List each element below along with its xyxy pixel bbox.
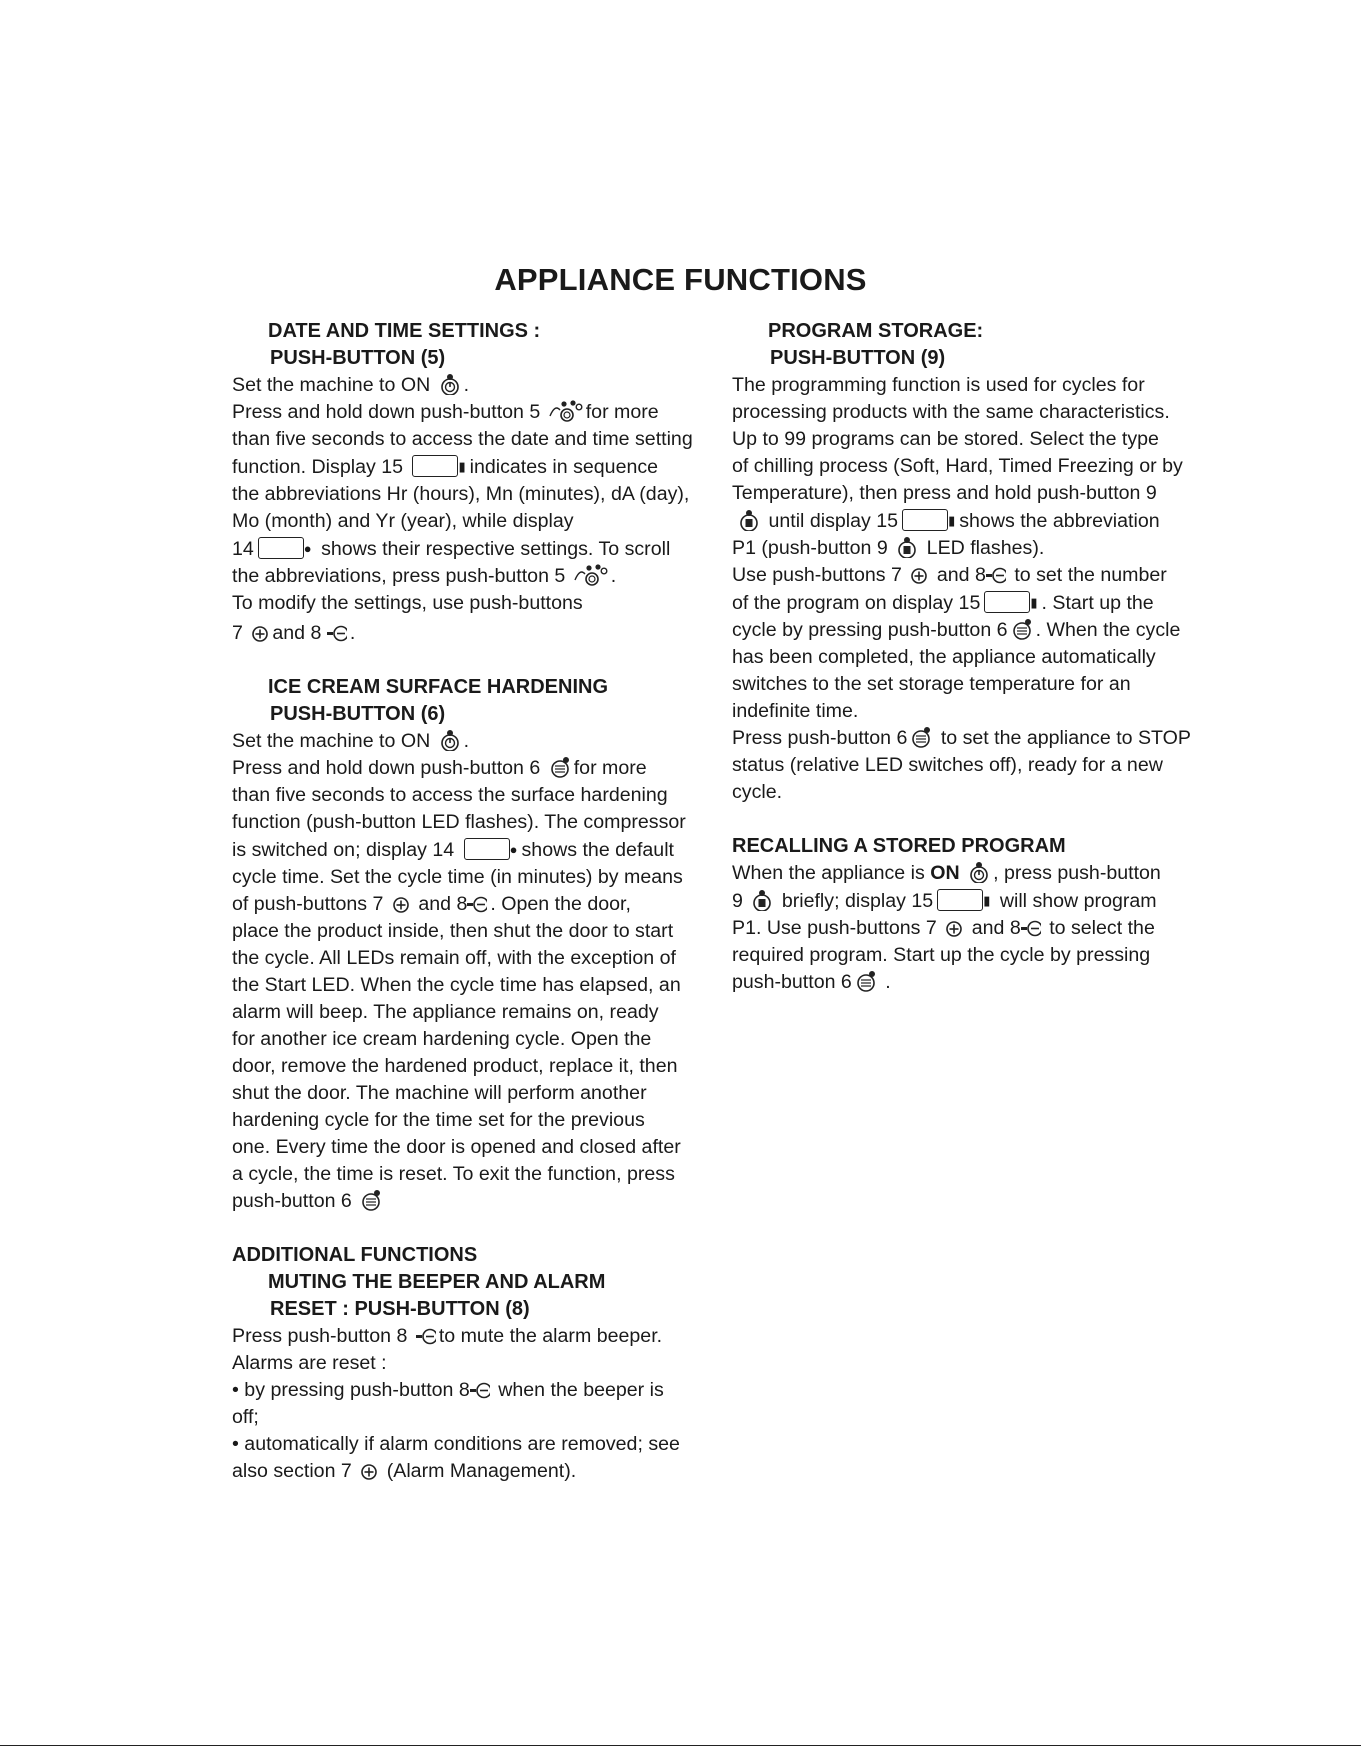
- text-line: than five seconds to access the surface hardening: [232, 784, 668, 806]
- text-line: Alarms are reset :: [232, 1352, 387, 1374]
- text-line: door, remove the hardened product, replace it, then: [232, 1055, 678, 1077]
- hardening-cycle-icon: [855, 970, 877, 992]
- additional-heading: ADDITIONAL FUNCTIONS: [232, 1244, 478, 1266]
- text-line: a cycle, the time is reset. To exit the function, press: [232, 1163, 675, 1185]
- thermometer-icon: ▮: [948, 513, 956, 528]
- minus-circle-icon: [467, 895, 487, 914]
- plus-circle-icon: [945, 920, 963, 938]
- text-line: off;: [232, 1406, 259, 1428]
- text-line: the abbreviations Hr (hours), Mn (minutes), dA (day),: [232, 483, 690, 505]
- text-line: also section 7 (Alarm Management).: [232, 1460, 577, 1482]
- text-line: The programming function is used for cycles for: [732, 374, 1145, 396]
- plus-circle-icon: [392, 896, 410, 914]
- left-column: [232, 318, 712, 1485]
- text-line: push-button 6: [232, 1188, 712, 1215]
- minus-circle-icon: [986, 566, 1006, 585]
- hardening-section: [232, 674, 712, 1215]
- text-line: has been completed, the appliance automatically: [732, 646, 1156, 668]
- display-rectangle-icon: [902, 509, 948, 531]
- display-rectangle-icon: [984, 591, 1030, 613]
- minus-circle-icon: [416, 1327, 436, 1346]
- minus-circle-icon: [1021, 919, 1041, 938]
- clock-curve-icon: [549, 400, 583, 422]
- text-line: function. Display 15 ▮ indicates in sequence: [232, 453, 712, 481]
- text-line: cycle.: [732, 781, 783, 803]
- text-line: Set the machine to ON .: [232, 374, 470, 396]
- text-line: 9 briefly; display 15 ▮ will show program: [732, 887, 1222, 915]
- power-button-icon: [968, 861, 990, 883]
- text-line: the abbreviations, press push-button 5 .: [232, 565, 617, 587]
- thermometer-icon: ▮: [1030, 595, 1038, 610]
- program-storage-icon: [751, 889, 773, 911]
- hardening-cycle-icon: [1011, 618, 1033, 640]
- text-line: Press and hold down push-button 5 for more: [232, 401, 659, 423]
- text-line: P1 (push-button 9 LED flashes).: [732, 537, 1045, 559]
- text-line: Set the machine to ON .: [232, 730, 470, 752]
- program-storage-subheading: PUSH-BUTTON (9): [770, 347, 946, 369]
- text-line: of chilling process (Soft, Hard, Timed Freezing or by: [732, 455, 1183, 477]
- text-line: 7 and 8 .: [232, 622, 356, 644]
- text-line: Use push-buttons 7 and 8 to set the number: [732, 564, 1167, 586]
- program-storage-icon: [738, 509, 760, 531]
- text-line: Temperature), then press and hold push-button 9: [732, 482, 1157, 504]
- program-storage-section: [732, 318, 1222, 806]
- text-line: Up to 99 programs can be stored. Select the type: [732, 428, 1159, 450]
- hardening-cycle-icon: [910, 726, 932, 748]
- display-rectangle-icon: [412, 455, 458, 477]
- date-time-section: [232, 318, 712, 647]
- clock-small-icon: ●: [509, 842, 518, 857]
- display-rectangle-icon: [464, 838, 510, 860]
- date-time-heading: DATE AND TIME SETTINGS :: [268, 320, 541, 342]
- display-rectangle-icon: [937, 889, 983, 911]
- text-line: To modify the settings, use push-buttons: [232, 592, 583, 614]
- text-line: cycle time. Set the cycle time (in minutes) by means: [232, 866, 683, 888]
- power-button-icon: [439, 729, 461, 751]
- text-line: the Start LED. When the cycle time has elapsed, an: [232, 974, 681, 996]
- text-line: • automatically if alarm conditions are removed; see: [232, 1433, 680, 1455]
- plus-circle-icon: [360, 1463, 378, 1481]
- display-rectangle-icon: [258, 537, 304, 559]
- program-storage-icon: [896, 536, 918, 558]
- program-storage-heading: PROGRAM STORAGE:: [768, 320, 984, 342]
- text-line: of the program on display 15 ▮ . Start up the: [732, 589, 1222, 617]
- hardening-subheading: PUSH-BUTTON (6): [270, 703, 446, 725]
- date-time-subheading: PUSH-BUTTON (5): [270, 347, 446, 369]
- text-line: Mo (month) and Yr (year), while display: [232, 510, 574, 532]
- plus-circle-icon: [910, 567, 928, 585]
- recall-heading: RECALLING A STORED PROGRAM: [732, 835, 1066, 857]
- recall-section: [732, 833, 1222, 996]
- text-line: for another ice cream hardening cycle. Open the: [232, 1028, 652, 1050]
- muting-heading: MUTING THE BEEPER AND ALARM: [268, 1271, 606, 1293]
- text-line: alarm will beep. The appliance remains on, ready: [232, 1001, 659, 1023]
- text-line: Press and hold down push-button 6 for more: [232, 757, 647, 779]
- text-line: function (push-button LED flashes). The compressor: [232, 811, 686, 833]
- text-line: When the appliance is ON , press push-button: [732, 862, 1161, 884]
- text-line: hardening cycle for the time set for the previous: [232, 1109, 645, 1131]
- text-line: switches to the set storage temperature for an: [732, 673, 1131, 695]
- additional-section: [232, 1242, 712, 1485]
- text-line: until display 15 ▮ shows the abbreviation: [732, 507, 1222, 535]
- text-line: of push-buttons 7 and 8 . Open the door,: [232, 893, 631, 915]
- text-line: cycle by pressing push-button 6 . When the cycle: [732, 619, 1181, 641]
- text-line: Press push-button 8 to mute the alarm beeper.: [232, 1325, 663, 1347]
- text-line: required program. Start up the cycle by pressing: [732, 944, 1151, 966]
- plus-circle-icon: [251, 625, 269, 643]
- muting-subheading: RESET : PUSH-BUTTON (8): [270, 1298, 530, 1320]
- text-line: than five seconds to access the date and time setting: [232, 428, 693, 450]
- text-line: 14 ● shows their respective settings. To scroll: [232, 535, 712, 563]
- hardening-cycle-icon: [360, 1189, 382, 1211]
- text-line: Press push-button 6 to set the appliance to STOP: [732, 727, 1191, 749]
- text-line: the cycle. All LEDs remain off, with the exception of: [232, 947, 676, 969]
- text-line: processing products with the same characteristics.: [732, 401, 1170, 423]
- minus-circle-icon: [470, 1381, 490, 1400]
- text-line: place the product inside, then shut the door to start: [232, 920, 674, 942]
- text-line: shut the door. The machine will perform another: [232, 1082, 647, 1104]
- page-title: APPLIANCE FUNCTIONS: [494, 262, 867, 297]
- power-button-icon: [439, 373, 461, 395]
- text-line: one. Every time the door is opened and closed after: [232, 1136, 681, 1158]
- hardening-cycle-icon: [549, 756, 571, 778]
- clock-small-icon: ●: [303, 541, 312, 556]
- text-line: indefinite time.: [732, 700, 859, 722]
- text-line: push-button 6 .: [732, 971, 891, 993]
- thermometer-icon: ▮: [458, 459, 466, 474]
- minus-circle-icon: [327, 624, 347, 643]
- clock-curve-icon: [574, 564, 608, 586]
- right-column: [732, 318, 1222, 996]
- text-line: status (relative LED switches off), ready for a new: [732, 754, 1163, 776]
- text-line: is switched on; display 14 ● shows the default: [232, 836, 712, 864]
- page-bottom-rule: [0, 1745, 1361, 1746]
- text-line: • by pressing push-button 8 when the beeper is: [232, 1379, 664, 1401]
- text-line: P1. Use push-buttons 7 and 8 to select the: [732, 917, 1155, 939]
- thermometer-icon: ▮: [983, 893, 991, 908]
- hardening-heading: ICE CREAM SURFACE HARDENING: [268, 676, 609, 698]
